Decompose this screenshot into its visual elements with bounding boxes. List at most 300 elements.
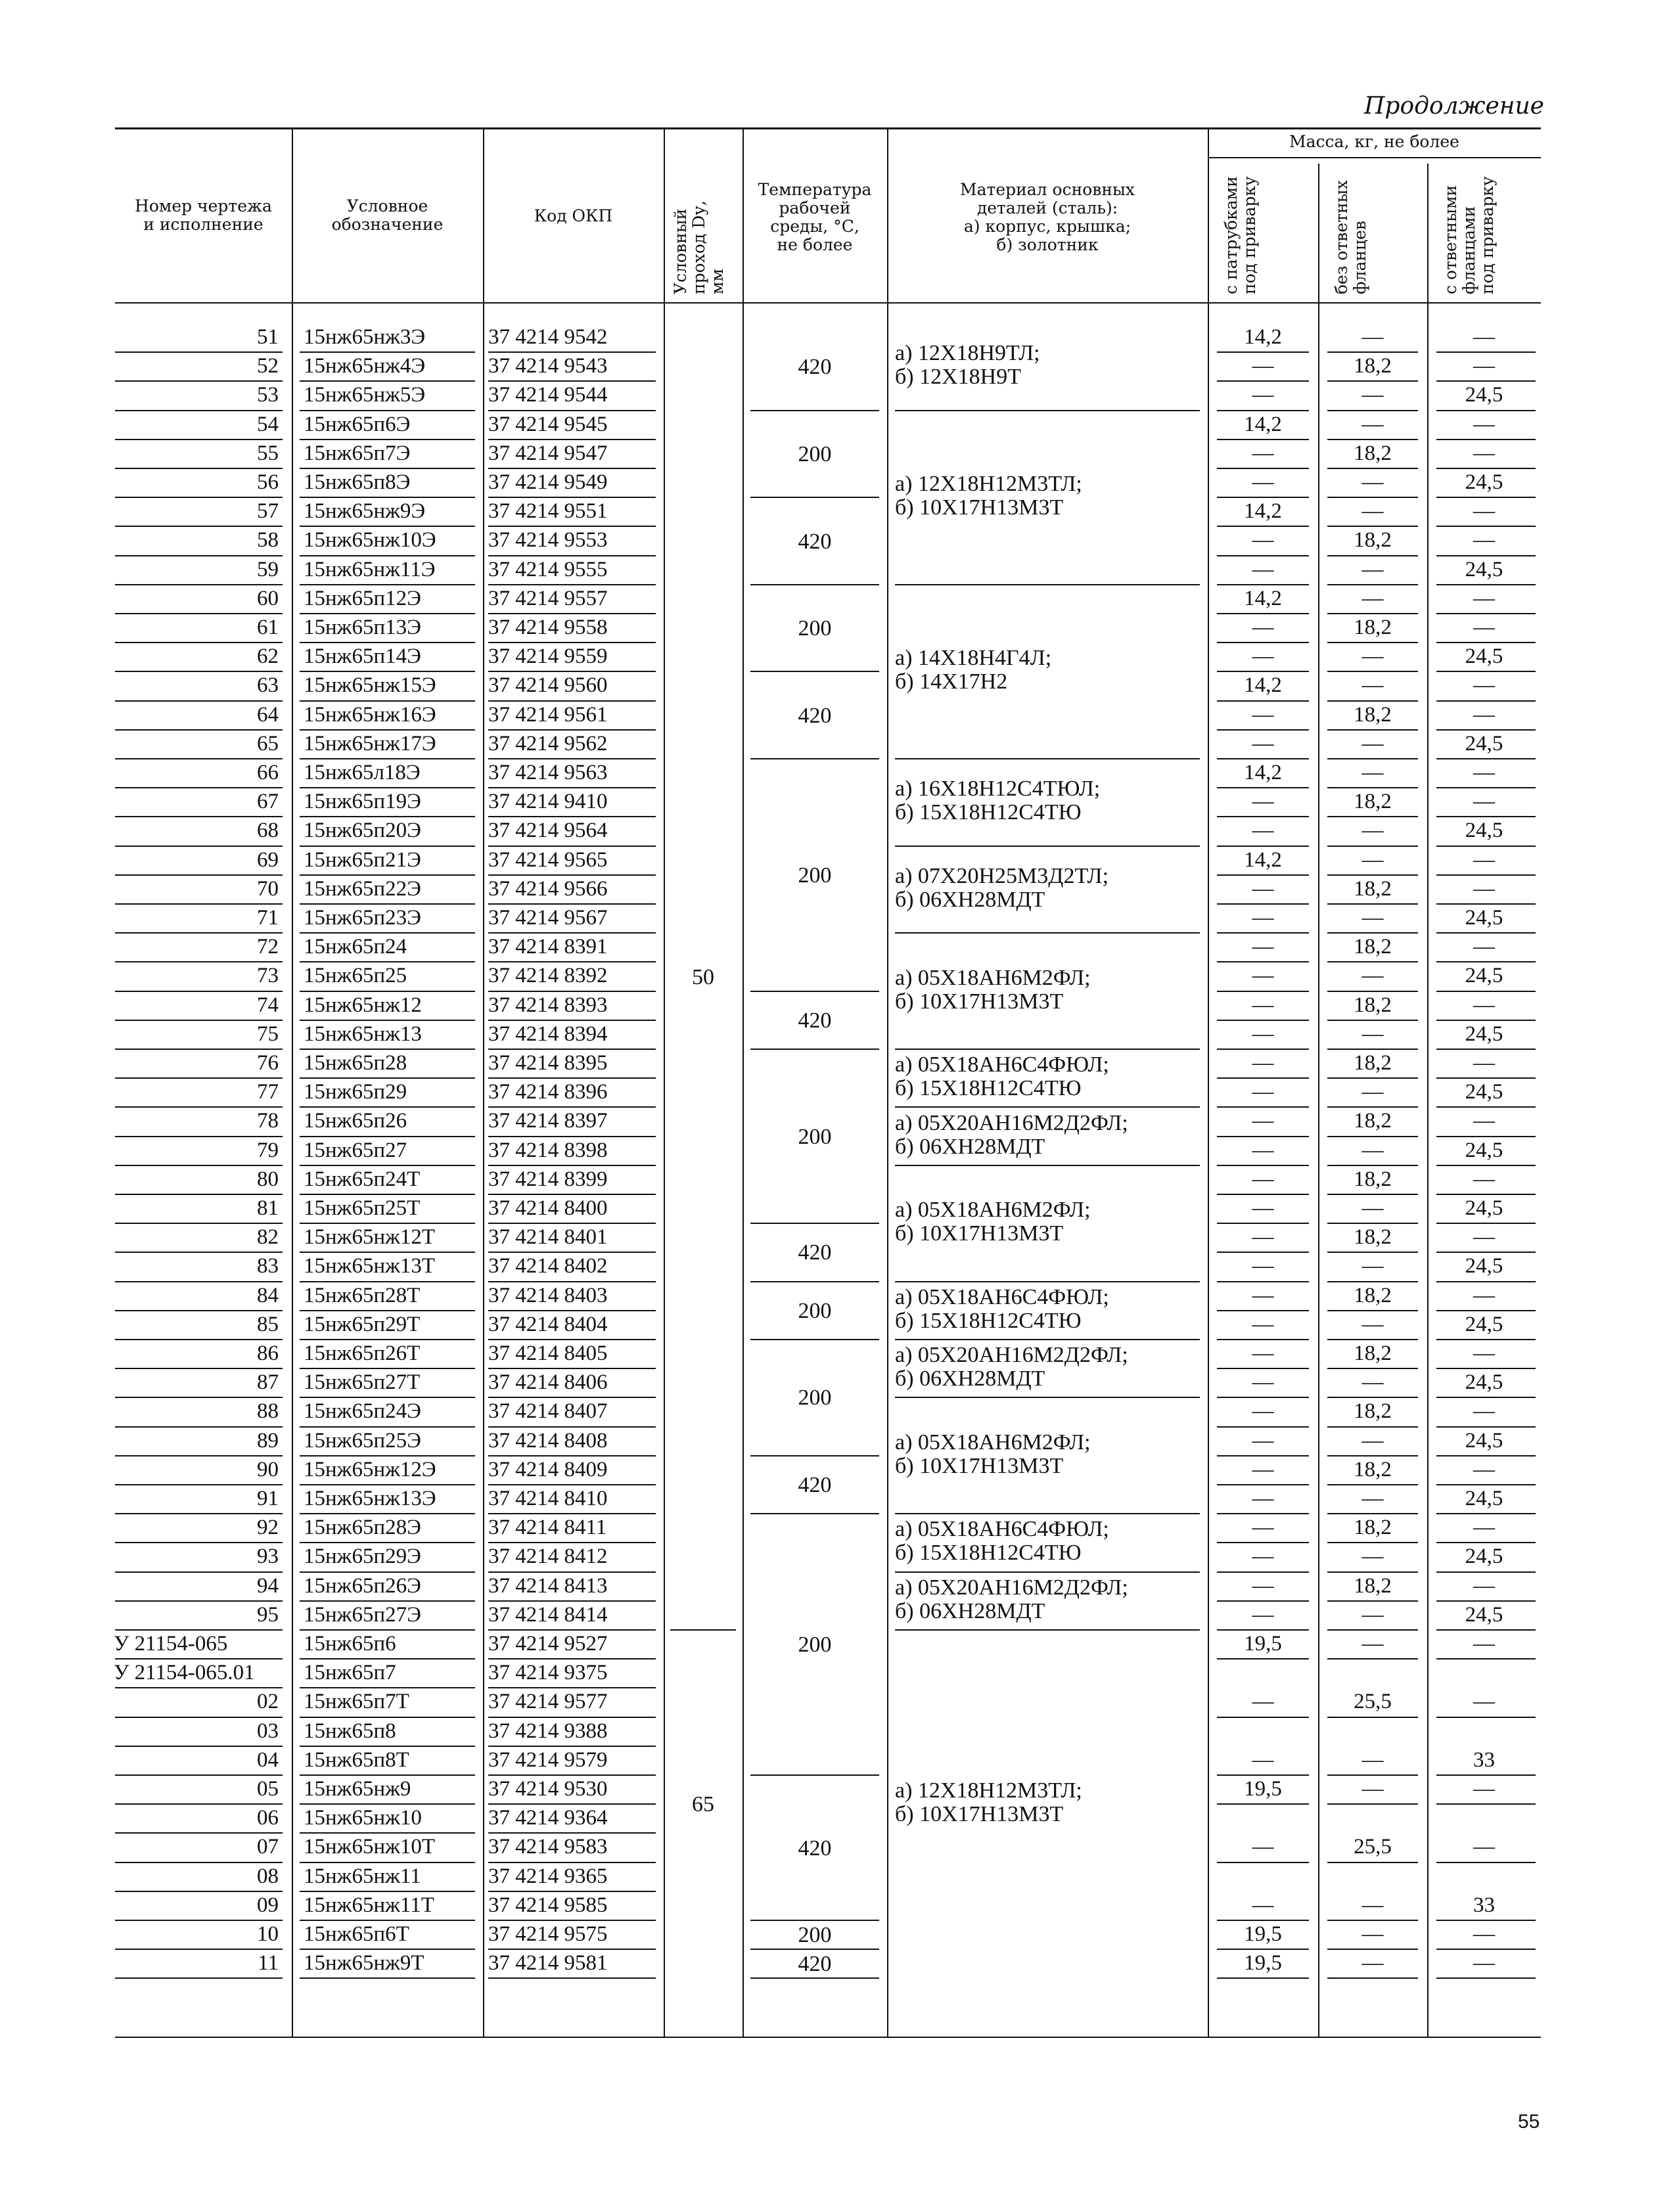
mass-row-rule: [1217, 1397, 1309, 1398]
dn-group-rule: [670, 1629, 736, 1631]
mass-row-rule: [1217, 642, 1309, 643]
mass-weld-value: —: [1252, 1342, 1274, 1365]
mass-weld-value: —: [1252, 1748, 1274, 1772]
designation: 15нж65п25: [304, 964, 407, 988]
mass-no-flange-value: 18,2: [1354, 1457, 1392, 1481]
mass-row-rule: [1436, 1049, 1536, 1050]
drawing-number: 59: [257, 557, 279, 581]
row-rule: [115, 1020, 283, 1021]
mass-row-rule: [1436, 1368, 1536, 1369]
material-body: а) 16Х18Н12С4ТЮЛ;: [895, 777, 1101, 801]
mass-row-rule: [1436, 1542, 1536, 1543]
row-rule: [300, 1339, 475, 1340]
row-rule: [115, 497, 283, 498]
drawing-number: 71: [257, 906, 279, 930]
designation: 15нж65нж10: [304, 1806, 422, 1830]
row-rule: [488, 1920, 656, 1921]
row-rule: [300, 874, 475, 876]
mass-no-flange-value: —: [1361, 644, 1384, 669]
okp-code: 37 4214 8394: [488, 1022, 608, 1046]
mass-weld-value: 19,5: [1244, 1951, 1282, 1975]
okp-code: 37 4214 8401: [488, 1225, 608, 1250]
mass-row-rule: [1217, 1920, 1309, 1921]
drawing-number: 52: [257, 354, 279, 378]
mass-header: Масса, кг, не более: [1289, 132, 1459, 151]
designation: 15нж65нж11Э: [304, 557, 436, 581]
mass-row-rule: [1327, 700, 1418, 702]
row-rule: [115, 1571, 283, 1573]
mass-no-flange-value: 18,2: [1354, 1283, 1392, 1307]
row-rule: [115, 1832, 283, 1834]
designation: 15нж65п8Э: [304, 470, 411, 494]
mass-flange-value: —: [1473, 1051, 1495, 1075]
mass-flange-value: —: [1473, 499, 1495, 524]
row-rule: [488, 1891, 656, 1892]
okp-code: 37 4214 8398: [488, 1138, 608, 1162]
mass-row-rule: [1217, 1106, 1309, 1108]
drawing-number: 60: [257, 586, 279, 610]
mass-row-rule: [1217, 1426, 1309, 1428]
mass-row-rule: [1436, 1629, 1536, 1631]
mass-row-rule: [1217, 1049, 1309, 1050]
row-rule: [488, 758, 656, 759]
row-rule: [488, 468, 656, 469]
material-group-rule: [895, 1513, 1200, 1514]
designation: 15нж65п29: [304, 1080, 407, 1104]
column-rule: [483, 127, 484, 2037]
mass-weld-value: —: [1252, 1022, 1274, 1046]
page-number: 55: [1518, 2111, 1540, 2133]
mass-row-rule: [1436, 1717, 1536, 1718]
row-rule: [300, 816, 475, 817]
mass-flange-value: 33: [1473, 1748, 1495, 1772]
mass-flange-value: —: [1473, 1109, 1495, 1133]
mass-row-rule: [1217, 1717, 1309, 1718]
drawing-number: 85: [257, 1312, 279, 1336]
mass-row-rule: [1327, 584, 1418, 585]
mass-row-rule: [1436, 816, 1536, 817]
mass-row-rule: [1436, 1310, 1536, 1311]
mass-no-flange-value: 18,2: [1354, 1225, 1392, 1250]
material-spool: б) 06ХН28МДТ: [895, 1366, 1045, 1391]
mass-row-rule: [1217, 729, 1309, 731]
mass-flange-value: —: [1473, 1690, 1495, 1714]
okp-code: 37 4214 9567: [488, 906, 608, 930]
okp-code: 37 4214 8404: [488, 1312, 608, 1336]
row-rule: [488, 1832, 656, 1834]
material-group-rule: [895, 410, 1200, 411]
temperature-value: 420: [798, 1473, 832, 1497]
drawing-number: 79: [257, 1138, 279, 1162]
header-bottom-rule: [115, 302, 1541, 304]
row-rule: [115, 874, 283, 876]
row-rule: [300, 787, 475, 788]
row-rule: [300, 729, 475, 731]
mass-flange-value: —: [1473, 616, 1495, 639]
mass-weld-value: —: [1252, 354, 1274, 378]
mass-row-rule: [1327, 1106, 1418, 1108]
designation: 15нж65п24Э: [304, 1399, 421, 1424]
okp-code: 37 4214 9365: [488, 1864, 608, 1888]
mass-no-flange-value: 18,2: [1354, 1399, 1392, 1424]
row-rule: [300, 1049, 475, 1050]
row-rule: [115, 1687, 283, 1688]
mass-flange-value: —: [1473, 528, 1495, 553]
row-rule: [300, 758, 475, 759]
drawing-number: 87: [257, 1370, 279, 1395]
designation: 15нж65п8: [304, 1719, 396, 1743]
okp-code: 37 4214 9543: [488, 354, 608, 378]
row-rule: [300, 961, 475, 962]
designation: 15нж65нж10Э: [304, 528, 436, 553]
row-rule: [488, 1426, 656, 1428]
material-body: а) 12Х18Н12М3ТЛ;: [895, 1778, 1082, 1803]
temp-group-rule: [750, 1513, 879, 1514]
column-rule: [887, 127, 888, 2037]
mass-flange-value: —: [1473, 441, 1495, 465]
material-group-rule: [895, 1629, 1200, 1631]
mass-no-flange-value: —: [1361, 906, 1384, 930]
designation: 15нж65п26: [304, 1109, 407, 1133]
mass-row-rule: [1217, 1513, 1309, 1514]
mass-row-rule: [1217, 439, 1309, 440]
okp-code: 37 4214 9547: [488, 441, 608, 465]
temperature-value: 420: [798, 355, 832, 380]
okp-code: 37 4214 9562: [488, 731, 608, 756]
mass-flange-value: 24,5: [1465, 644, 1503, 669]
row-rule: [115, 1368, 283, 1369]
mass-row-rule: [1436, 497, 1536, 498]
mass-weld-value: —: [1252, 1138, 1274, 1162]
material-body: а) 05Х18АН6С4ФЮЛ;: [895, 1052, 1109, 1077]
drawing-number: 70: [257, 876, 279, 901]
mass-weld-value: —: [1252, 702, 1274, 727]
material-body: а) 05Х18АН6С4ФЮЛ;: [895, 1517, 1109, 1542]
mass-no-flange-value: —: [1361, 470, 1384, 494]
mass-row-rule: [1217, 1629, 1309, 1631]
row-rule: [488, 1542, 656, 1543]
row-rule: [488, 526, 656, 527]
drawing-number: 55: [257, 441, 279, 465]
mass-row-rule: [1436, 1339, 1536, 1340]
row-rule: [488, 1397, 656, 1398]
mass-row-rule: [1327, 555, 1418, 556]
okp-code: 37 4214 9579: [488, 1748, 608, 1772]
row-rule: [300, 1920, 475, 1921]
row-rule: [115, 1862, 283, 1863]
row-rule: [300, 1629, 475, 1631]
designation: 15нж65п28Т: [304, 1283, 421, 1307]
mass-row-rule: [1327, 1455, 1418, 1456]
drawing-number: 84: [257, 1283, 279, 1307]
row-rule: [300, 1600, 475, 1602]
mass-row-rule: [1327, 526, 1418, 527]
mass-row-rule: [1436, 1484, 1536, 1485]
mass-flange-value: 24,5: [1465, 1370, 1503, 1395]
temp-group-rule: [750, 1223, 879, 1224]
okp-code: 37 4214 9544: [488, 383, 608, 407]
row-rule: [488, 903, 656, 905]
mass-row-rule: [1217, 700, 1309, 702]
row-rule: [115, 1165, 283, 1166]
material-body: а) 05Х18АН6М2ФЛ;: [895, 1198, 1091, 1223]
mass-weld-value: —: [1252, 1602, 1274, 1627]
row-rule: [488, 700, 656, 702]
mass-flange-value: —: [1473, 1777, 1495, 1801]
mass-row-rule: [1436, 1077, 1536, 1079]
mass-flange-value: —: [1473, 876, 1495, 901]
drawing-number: 57: [257, 499, 279, 524]
mass-row-rule: [1436, 1600, 1536, 1602]
row-rule: [488, 787, 656, 788]
drawing-number: 73: [257, 964, 279, 988]
material-spool: б) 14Х17Н2: [895, 669, 1008, 694]
mass-flange-value: —: [1473, 354, 1495, 378]
mass-no-flange-value: 18,2: [1354, 1516, 1392, 1540]
row-rule: [488, 1106, 656, 1108]
mass-flange-value: —: [1473, 1225, 1495, 1250]
drawing-number: 82: [257, 1225, 279, 1250]
mass-weld-value: —: [1252, 470, 1274, 494]
mass-weld-value: —: [1252, 441, 1274, 465]
row-rule: [488, 642, 656, 643]
designation: 15нж65п28: [304, 1051, 407, 1075]
okp-code: 37 4214 9527: [488, 1632, 608, 1656]
mass-flange-value: 33: [1473, 1893, 1495, 1917]
row-rule: [488, 1281, 656, 1282]
mass-no-flange-value: 18,2: [1354, 876, 1392, 901]
mass-row-rule: [1436, 1455, 1536, 1456]
designation: 15нж65п28Э: [304, 1516, 421, 1540]
mass-row-rule: [1327, 816, 1418, 817]
mass-weld-value: —: [1252, 616, 1274, 639]
row-rule: [300, 1223, 475, 1224]
material-spool: б) 15Х18Н12С4ТЮ: [895, 800, 1082, 825]
mass-weld-value: 14,2: [1244, 499, 1282, 524]
material-group-rule: [895, 1049, 1200, 1050]
row-rule: [488, 1513, 656, 1514]
mass-row-rule: [1327, 1368, 1418, 1369]
row-rule: [488, 1455, 656, 1456]
row-rule: [488, 991, 656, 992]
mass-row-rule: [1327, 1542, 1418, 1543]
mass-row-rule: [1436, 613, 1536, 614]
mass-no-flange-value: 25,5: [1354, 1835, 1392, 1859]
material-spool: б) 10Х17Н13М3Т: [895, 1802, 1064, 1827]
mass-row-rule: [1436, 1426, 1536, 1428]
okp-code: 37 4214 9542: [488, 325, 608, 349]
mass-row-rule: [1217, 991, 1309, 992]
mass-row-rule: [1327, 410, 1418, 411]
material-body: а) 05Х18АН6М2ФЛ;: [895, 965, 1091, 990]
mass-no-flange-value: 18,2: [1354, 935, 1392, 959]
mass-no-flange-value: —: [1361, 1254, 1384, 1278]
mass-row-rule: [1217, 1165, 1309, 1166]
mass-row-rule: [1217, 1368, 1309, 1369]
mass-no-flange-value: —: [1361, 1545, 1384, 1569]
row-rule: [300, 1542, 475, 1543]
row-rule: [488, 1774, 656, 1776]
row-rule: [488, 439, 656, 440]
mass-weld-value: —: [1252, 1690, 1274, 1714]
mass-flange-value: —: [1473, 1632, 1495, 1656]
mass-weld-value: —: [1252, 1109, 1274, 1133]
mass-row-rule: [1217, 380, 1309, 382]
okp-code: 37 4214 9555: [488, 557, 608, 581]
row-rule: [115, 1426, 283, 1428]
mass-weld-value: —: [1252, 528, 1274, 553]
mass-no-flange-value: —: [1361, 1748, 1384, 1772]
mass-flange-value: 24,5: [1465, 1080, 1503, 1104]
temperature-value: 420: [798, 1008, 832, 1033]
material-group-rule: [895, 1339, 1200, 1340]
row-rule: [300, 1252, 475, 1253]
mass-flange-value: —: [1473, 1457, 1495, 1481]
mass-no-flange-value: —: [1361, 586, 1384, 610]
mass-row-rule: [1327, 1920, 1418, 1921]
mass-weld-value: 19,5: [1244, 1777, 1282, 1801]
mass-row-rule: [1217, 1223, 1309, 1224]
designation: 15нж65нж10Т: [304, 1835, 436, 1859]
temp-group-rule: [750, 1281, 879, 1282]
row-rule: [115, 932, 283, 934]
material-group-rule: [895, 1281, 1200, 1282]
designation: 15нж65п6: [304, 1632, 396, 1656]
drawing-number: 75: [257, 1022, 279, 1046]
mass-weld-value: —: [1252, 1487, 1274, 1510]
mass-no-flange-value: —: [1361, 1487, 1384, 1510]
mass-row-rule: [1436, 439, 1536, 440]
mass-weld-value: —: [1252, 731, 1274, 756]
mass-row-rule: [1436, 1658, 1536, 1659]
mass-no-flange-value: 18,2: [1354, 790, 1392, 814]
mass-row-rule: [1436, 671, 1536, 672]
temperature-value: 200: [798, 863, 832, 888]
row-rule: [300, 1020, 475, 1021]
mass-row-rule: [1436, 1165, 1536, 1166]
temp-group-rule: [750, 991, 879, 992]
row-rule: [300, 1165, 475, 1166]
drawing-number: 10: [257, 1922, 279, 1946]
drawing-number: 11: [258, 1951, 279, 1975]
mass-row-rule: [1436, 787, 1536, 788]
row-rule: [115, 1484, 283, 1485]
mass-no-flange-value: —: [1361, 383, 1384, 407]
drawing-number: 04: [257, 1748, 279, 1772]
mass-row-rule: [1217, 1194, 1309, 1195]
designation: 15нж65нж13: [304, 1022, 422, 1046]
mass-weld-value: 14,2: [1244, 761, 1282, 784]
drawing-number: 69: [257, 847, 279, 872]
mass-row-rule: [1436, 351, 1536, 353]
mass-flange-value: —: [1473, 761, 1495, 784]
mass-flange-value: —: [1473, 1835, 1495, 1859]
row-rule: [300, 1455, 475, 1456]
mass-row-rule: [1327, 1252, 1418, 1253]
mass-row-rule: [1436, 584, 1536, 585]
mass-no-flange-value: 18,2: [1354, 354, 1392, 378]
material-body: а) 05Х20АН16М2Д2ФЛ;: [895, 1343, 1128, 1368]
mass-weld-value: 19,5: [1244, 1922, 1282, 1946]
mass-flange-value: —: [1473, 673, 1495, 698]
mass-row-rule: [1327, 758, 1418, 759]
mass-row-rule: [1327, 787, 1418, 788]
row-rule: [115, 1281, 283, 1282]
mass-weld-value: —: [1252, 1370, 1274, 1395]
row-rule: [115, 816, 283, 817]
row-rule: [300, 1803, 475, 1805]
material-spool: б) 10Х17Н13М3Т: [895, 495, 1064, 520]
okp-code: 37 4214 8409: [488, 1457, 608, 1481]
mass-weld-value: —: [1252, 1196, 1274, 1220]
drawing-number: 62: [257, 644, 279, 669]
okp-code: 37 4214 9549: [488, 470, 608, 494]
row-rule: [300, 903, 475, 905]
mass-row-rule: [1327, 1136, 1418, 1137]
mass-no-flange-value: —: [1361, 1893, 1384, 1917]
drawing-number: 89: [257, 1428, 279, 1453]
mass-flange-value: —: [1473, 1167, 1495, 1191]
mass-weld-value: —: [1252, 1051, 1274, 1075]
row-rule: [300, 1281, 475, 1282]
mass-no-flange-value: —: [1361, 673, 1384, 698]
table-bottom-rule: [115, 2037, 1541, 2038]
material-body: а) 07Х20Н25М3Д2ТЛ;: [895, 863, 1109, 888]
mass-weld-value: 14,2: [1244, 673, 1282, 698]
row-rule: [300, 1571, 475, 1573]
mass-row-rule: [1327, 932, 1418, 934]
okp-code-header: Код ОКП: [534, 206, 613, 225]
row-rule: [300, 468, 475, 469]
row-rule: [115, 642, 283, 643]
mass-no-flange-value: —: [1361, 964, 1384, 988]
designation: 15нж65п21Э: [304, 847, 421, 872]
mass-weld-value: —: [1252, 1312, 1274, 1336]
mass-no-flange-value: —: [1361, 412, 1384, 436]
drawing-number: 76: [257, 1051, 279, 1075]
mass-flange-value: 24,5: [1465, 1428, 1503, 1453]
row-rule: [115, 991, 283, 992]
mass-no-flange-value: 18,2: [1354, 1573, 1392, 1598]
designation: 15нж65нж13Э: [304, 1487, 436, 1510]
row-rule: [488, 351, 656, 353]
mass-row-rule: [1217, 1862, 1309, 1863]
temperature-value: 420: [798, 1836, 832, 1861]
mass-row-rule: [1436, 1252, 1536, 1253]
mass-weld-value: —: [1252, 1545, 1274, 1569]
row-rule: [115, 1252, 283, 1253]
mass-row-rule: [1327, 1571, 1418, 1573]
mass-row-rule: [1436, 1774, 1536, 1776]
row-rule: [488, 874, 656, 876]
mass-no-flange-value: —: [1361, 1777, 1384, 1801]
temp-group-rule: [750, 1949, 879, 1950]
mass-flange-value: —: [1473, 1399, 1495, 1424]
mass-weld-value: —: [1252, 876, 1274, 901]
mass-row-rule: [1327, 497, 1418, 498]
row-rule: [115, 729, 283, 731]
mass-row-rule: [1436, 1862, 1536, 1863]
mass-row-rule: [1436, 526, 1536, 527]
row-rule: [300, 1774, 475, 1776]
mass-weld-value: —: [1252, 964, 1274, 988]
mass-no-flange-value: —: [1361, 1080, 1384, 1104]
row-rule: [488, 555, 656, 556]
row-rule: [115, 1542, 283, 1543]
material-group-rule: [895, 758, 1200, 759]
row-rule: [488, 1571, 656, 1573]
mass-no-flange-value: 18,2: [1354, 441, 1392, 465]
